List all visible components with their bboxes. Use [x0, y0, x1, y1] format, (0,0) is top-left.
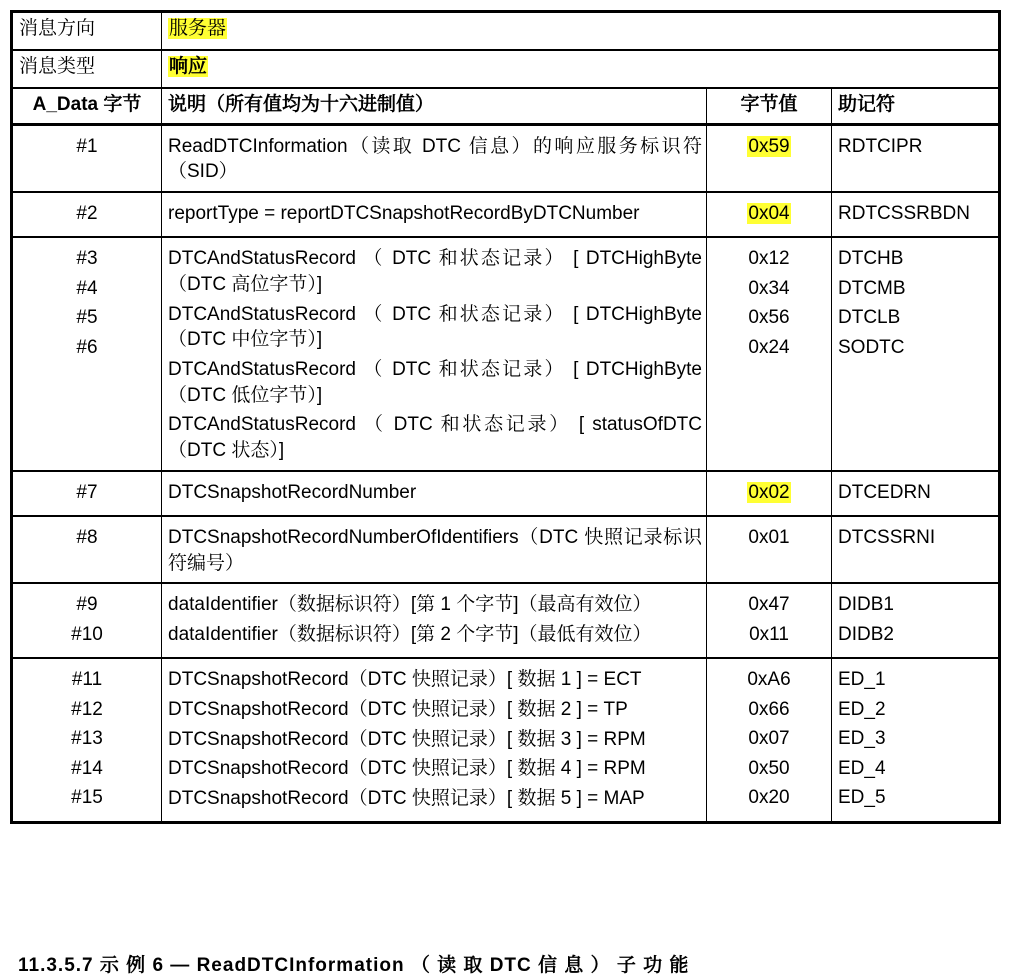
mnemonic: ED_1 [838, 669, 886, 691]
byte-value-line [707, 305, 831, 335]
mnemonic: SODTC [838, 336, 905, 358]
mnemonic: DTCHB [838, 248, 904, 270]
response-message-table [10, 10, 1001, 824]
byte-value: 0x04 [748, 202, 790, 224]
mnemonic-cell [832, 237, 1000, 470]
mnemonic: DTCSSRNI [838, 527, 936, 549]
mnemonic: ED_3 [838, 728, 886, 750]
description-text: DTCSnapshotRecord（DTC 快照记录）[ 数据 4 ] = RPM [168, 758, 646, 780]
byte-number: #12 [71, 698, 103, 720]
table-row [12, 192, 1000, 238]
byte-value-line [707, 622, 831, 652]
mnemonic-cell [832, 124, 1000, 192]
byte-value-line [707, 667, 831, 697]
byte-number: #15 [71, 787, 103, 809]
table-header-row [12, 88, 1000, 124]
byte-number-cell [12, 516, 162, 583]
byte-value: 0x34 [748, 277, 790, 299]
byte-value: 0x59 [748, 135, 790, 157]
description-cell [162, 192, 707, 238]
byte-number-cell [12, 192, 162, 238]
byte-value-line [707, 525, 831, 555]
byte-number: #11 [71, 669, 103, 691]
header-mnemonic: 助记符 [832, 88, 1000, 124]
byte-number-cell [12, 658, 162, 822]
description-cell [162, 124, 707, 192]
description-text: DTCAndStatusRecord （ DTC 和状态记录） [ DTCHighByte（DTC 低位字节）] [168, 358, 702, 406]
mnemonic-cell [832, 583, 1000, 658]
byte-value-cell [707, 471, 832, 517]
byte-value: 0x12 [748, 248, 790, 270]
byte-number: #7 [76, 481, 98, 503]
description-text: DTCSnapshotRecordNumberOfIdentifiers（DTC 快照记录标识符编号） [168, 527, 702, 574]
description-text: dataIdentifier（数据标识符）[第 1 个字节]（最高有效位） [168, 594, 652, 616]
description-text: DTCSnapshotRecord（DTC 快照记录）[ 数据 5 ] = MAP [168, 787, 645, 809]
description-cell [162, 237, 707, 470]
byte-value-line [707, 276, 831, 306]
description-text: DTCAndStatusRecord （ DTC 和状态记录） [ DTCHighByte（DTC 中位字节）] [168, 303, 702, 351]
mnemonic: DTCLB [838, 307, 901, 329]
message-type-label: 消息类型 [12, 50, 162, 88]
description-text: reportType = reportDTCSnapshotRecordByDTCNumber [168, 202, 640, 224]
description-cell [162, 516, 707, 583]
byte-number: #14 [71, 757, 103, 779]
table-row [12, 516, 1000, 583]
byte-number: #5 [76, 307, 98, 329]
description-cell [162, 583, 707, 658]
mnemonic: DTCMB [838, 277, 906, 299]
byte-value-line [707, 785, 831, 815]
byte-number: #3 [76, 248, 98, 270]
response-message-table-wrapper [10, 10, 998, 824]
mnemonic: RDTCSSRBDN [838, 202, 970, 224]
byte-number: #8 [76, 527, 98, 549]
mnemonic: DIDB1 [838, 594, 894, 616]
byte-number-cell [12, 124, 162, 192]
table-row [12, 124, 1000, 192]
description-text: DTCSnapshotRecord（DTC 快照记录）[ 数据 1 ] = ECT [168, 669, 642, 691]
byte-number: #6 [76, 336, 98, 358]
description-text: DTCSnapshotRecordNumber [168, 481, 417, 503]
byte-value-line [707, 726, 831, 756]
header-a-data: A_Data 字节 [12, 88, 162, 124]
message-direction-row [12, 12, 1000, 51]
message-type-value-cell [162, 50, 1000, 88]
section-caption: 11.3.5.7 示 例 6 — ReadDTCInformation （ 读 取 DTC 信 息 ） 子 功 能 [18, 955, 690, 976]
byte-number: #4 [76, 277, 98, 299]
header-byte-value: 字节值 [707, 88, 832, 124]
description-cell [162, 471, 707, 517]
byte-number-cell [12, 237, 162, 470]
byte-value: 0x01 [748, 527, 790, 549]
byte-number: #1 [76, 135, 98, 157]
mnemonic-cell [832, 516, 1000, 583]
byte-number: #10 [71, 623, 103, 645]
message-type-row [12, 50, 1000, 88]
description-text: DTCSnapshotRecord（DTC 快照记录）[ 数据 3 ] = RPM [168, 728, 646, 750]
byte-value-cell [707, 237, 832, 470]
byte-value: 0x02 [748, 481, 790, 503]
byte-value: 0x66 [748, 698, 790, 720]
description-text: DTCSnapshotRecord（DTC 快照记录）[ 数据 2 ] = TP [168, 698, 628, 720]
mnemonic: RDTCIPR [838, 135, 923, 157]
description-text: DTCAndStatusRecord （ DTC 和状态记录） [ DTCHighByte（DTC 高位字节）] [168, 248, 702, 296]
message-direction-label: 消息方向 [12, 12, 162, 51]
byte-value-cell [707, 658, 832, 822]
message-type-value: 响应 [169, 56, 208, 77]
message-direction-value: 服务器 [169, 18, 227, 39]
header-description: 说明（所有值均为十六进制值） [162, 88, 707, 124]
byte-value-cell [707, 583, 832, 658]
byte-number-cell [12, 471, 162, 517]
byte-value: 0x20 [748, 787, 790, 809]
table-row [12, 583, 1000, 658]
mnemonic: ED_4 [838, 757, 886, 779]
mnemonic: ED_5 [838, 787, 886, 809]
byte-number: #9 [76, 594, 98, 616]
description-cell [162, 658, 707, 822]
description-text: dataIdentifier（数据标识符）[第 2 个字节]（最低有效位） [168, 623, 652, 645]
mnemonic-cell [832, 658, 1000, 822]
mnemonic-cell [832, 471, 1000, 517]
byte-value-line [707, 134, 831, 164]
table-row [12, 471, 1000, 517]
byte-value-line [707, 480, 831, 510]
mnemonic: DTCEDRN [838, 481, 931, 503]
byte-value-line [707, 335, 831, 365]
mnemonic: DIDB2 [838, 623, 894, 645]
description-text: DTCAndStatusRecord （ DTC 和状态记录） [ statusOfDTC（DTC 状态）] [168, 414, 702, 461]
byte-value: 0xA6 [747, 669, 791, 691]
mnemonic: ED_2 [838, 698, 886, 720]
message-direction-value-cell [162, 12, 1000, 51]
byte-value: 0x47 [748, 594, 790, 616]
byte-value-line [707, 592, 831, 622]
byte-value: 0x07 [748, 728, 790, 750]
byte-number: #13 [71, 728, 103, 750]
byte-value-line [707, 201, 831, 231]
byte-value-line [707, 697, 831, 727]
byte-value: 0x11 [749, 623, 789, 645]
byte-number-cell [12, 583, 162, 658]
byte-value-cell [707, 516, 832, 583]
byte-value-line [707, 756, 831, 786]
table-row [12, 237, 1000, 470]
table-body [12, 124, 1000, 822]
byte-value-cell [707, 124, 832, 192]
byte-value-line [707, 246, 831, 276]
byte-value: 0x24 [748, 336, 790, 358]
byte-value: 0x56 [748, 307, 790, 329]
byte-number: #2 [76, 202, 98, 224]
byte-value: 0x50 [748, 757, 790, 779]
description-text: ReadDTCInformation（读取 DTC 信息）的响应服务标识符（SID） [168, 135, 702, 183]
table-row [12, 658, 1000, 822]
byte-value-cell [707, 192, 832, 238]
mnemonic-cell [832, 192, 1000, 238]
